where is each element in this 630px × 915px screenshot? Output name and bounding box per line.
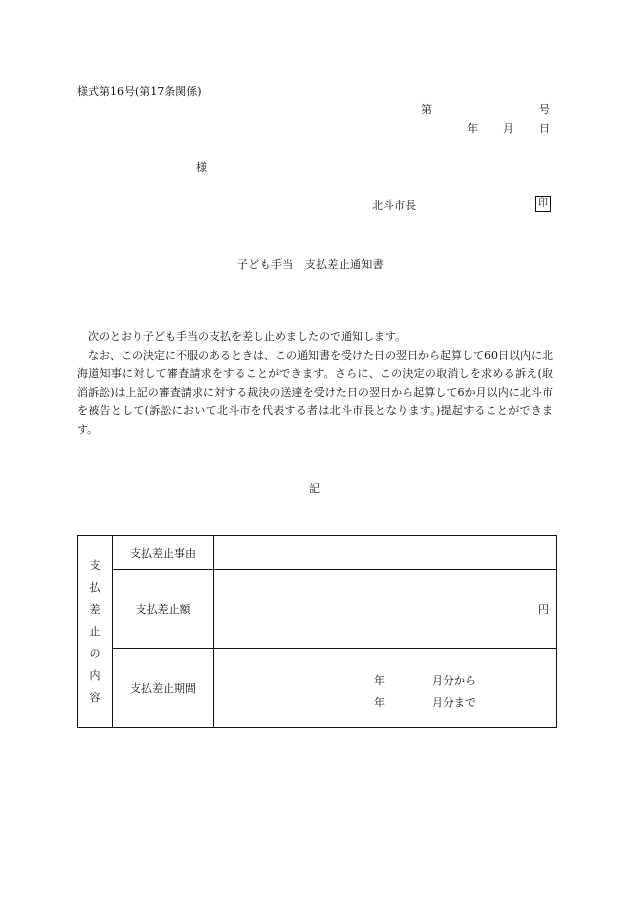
table-row — [78, 536, 557, 570]
sender-name: 北斗市長 — [372, 199, 416, 212]
side-label-char: 払 — [89, 581, 101, 594]
period-from-suffix: 月分から — [432, 674, 476, 687]
period-label: 支払差止期間 — [113, 649, 214, 728]
addressee-honorific: 様 — [196, 161, 207, 174]
document-title: 子ども手当 支払差止通知書 — [237, 258, 384, 271]
side-label-char: 止 — [89, 625, 101, 638]
side-label-char: の — [89, 647, 101, 660]
document-number-suffix: 号 — [539, 103, 550, 116]
period-to-suffix: 月分まで — [432, 696, 476, 709]
amount-value-cell — [214, 570, 557, 649]
period-to-year-label: 年 — [374, 696, 385, 709]
side-label-cell — [78, 536, 113, 728]
side-label-char: 内 — [89, 669, 101, 682]
date-day-label: 日 — [539, 122, 550, 135]
yen-unit: 円 — [538, 603, 549, 616]
ki-heading: 記 — [309, 482, 320, 495]
seal-mark: 印 — [535, 196, 551, 212]
form-number-label: 様式第16号(第17条関係) — [77, 85, 202, 98]
side-label-char: 差 — [89, 603, 101, 616]
period-from-year-label: 年 — [374, 674, 385, 687]
detail-table — [77, 535, 557, 728]
notice-body — [77, 328, 553, 439]
side-label-char: 容 — [89, 691, 101, 704]
table-row — [78, 649, 557, 728]
reason-label: 支払差止事由 — [113, 536, 214, 570]
amount-label: 支払差止額 — [113, 570, 214, 649]
date-month-label: 月 — [503, 122, 514, 135]
period-value-cell — [214, 649, 557, 728]
table-row — [78, 570, 557, 649]
reason-value-cell — [214, 536, 557, 570]
notice-paragraph-2: なお、この決定に不服のあるときは、この通知書を受けた日の翌日から起算して60日以内に北海道知事に対して審査請求をすることができます。さらに、この決定の取消しを求める訴え(取消訴訟)は上記の審査請求に対する裁決の送達を受けた日の翌日から起算して6か月以内に北斗市を被告として(訴訟において北斗市を代表する者は北斗市長となります。)提起することができます。 — [77, 348, 553, 436]
date-year-label: 年 — [467, 122, 478, 135]
side-label-char: 支 — [89, 559, 101, 572]
notice-paragraph-1: 次のとおり子ども手当の支払を差し止めましたので通知します。 — [88, 330, 407, 343]
document-number-prefix: 第 — [421, 103, 432, 116]
